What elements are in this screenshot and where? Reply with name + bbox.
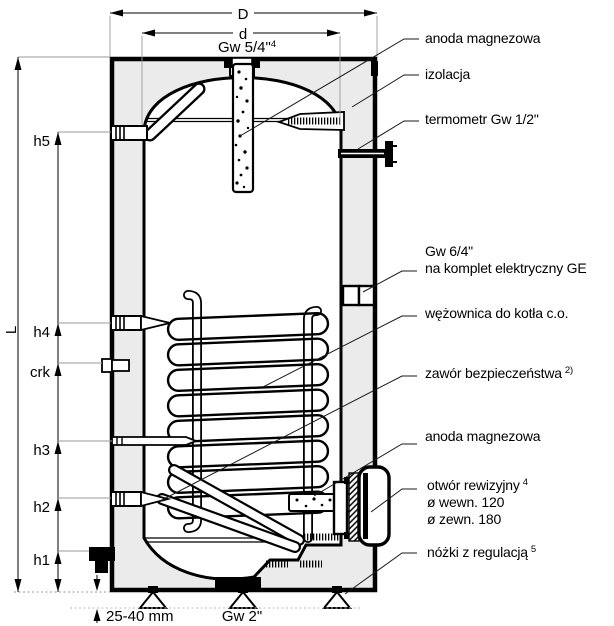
h3-sensor-well [112,437,196,445]
dim-label-crk: crk [30,364,50,381]
dim-label-h5: h5 [33,133,50,150]
h5-outlet-nozzle [111,126,147,140]
label-anode-side: anoda magnezowa [425,428,541,444]
dim-label-d: d [238,26,248,43]
adjustable-foot [324,592,350,608]
label-inspection-dia-outer: ø zewn. 180 [427,511,502,527]
dim-label-h1: h1 [33,552,50,569]
label-insulation: izolacja [425,66,471,82]
adjustable-foot [230,592,256,608]
bottom-connection-label: Gw 2" [221,608,263,625]
crk-circulation-port [102,359,129,372]
label-safety-valve: zawór bezpieczeństwa $^{2)}$ [425,365,573,381]
dimension-L [3,57,110,592]
dim-label-h3: h3 [33,442,50,459]
shell-seam-tab [371,61,378,76]
label-electric-port-2: na komplet elektryczny GE [425,260,587,276]
height-dimensions [30,132,112,592]
callout-labels [424,30,587,560]
label-inspection-sup: 4 [522,477,528,488]
label-feet-sup: 5 [530,544,536,555]
adjustable-foot [140,592,166,608]
dim-label-D: D [237,6,249,23]
label-inspection-dia-inner: ø wewn. 120 [427,494,505,510]
dim-label-h4: h4 [33,324,50,341]
dim-label-L: L [3,325,20,335]
label-thermometer: termometr Gw 1/2" [425,111,539,127]
ground-lines [14,592,360,608]
foot-adjust-label: 25-40 mm [106,608,174,625]
dim-label-h2: h2 [33,499,50,516]
label-electric-port-1: Gw 6/4" [425,243,473,259]
label-inspection: otwór rewizyjny $^4$ [427,477,528,493]
label-feet: nóżki z regulacją $^5$ [427,544,536,560]
top-connection-label: Gw 5/4"$^4$ [218,39,277,56]
label-anode-top: anoda magnezowa [425,30,541,46]
label-coil: wężownica do kotła c.o. [425,305,569,321]
label-safety-valve-sup: 2) [564,365,573,376]
top-connection-sup: 4 [270,39,277,50]
